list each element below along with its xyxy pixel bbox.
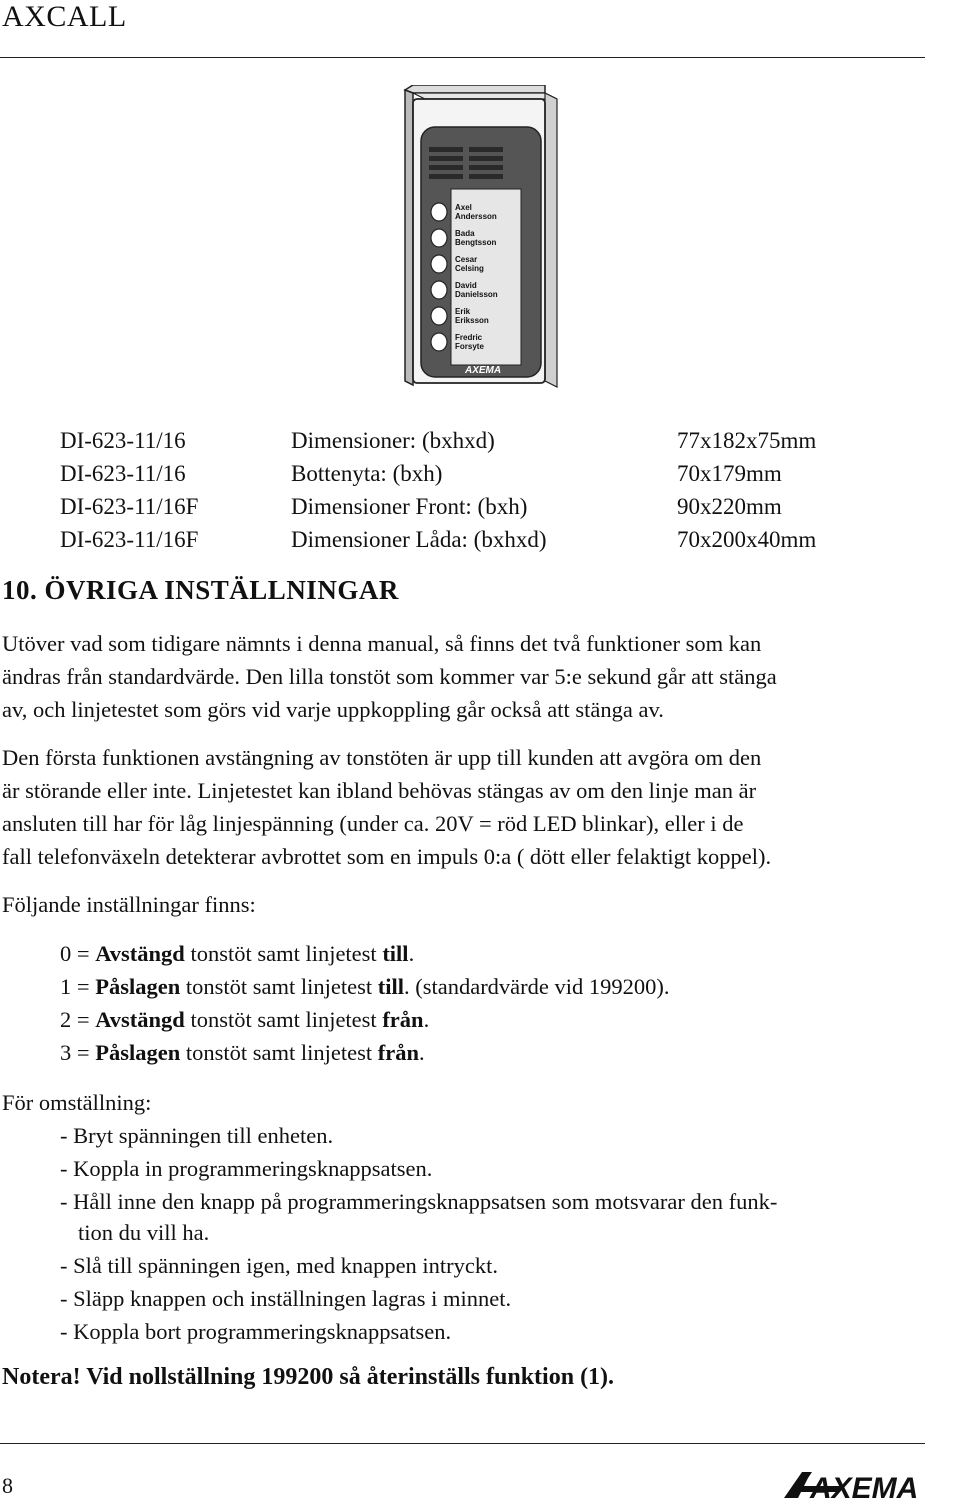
spec-row <box>60 527 940 560</box>
axema-logo <box>782 1468 916 1507</box>
name-line: David <box>455 281 477 290</box>
page-number: 8 <box>2 1473 13 1498</box>
setting-option <box>60 937 414 970</box>
spec-label: Bottenyta: (bxh) <box>291 461 443 486</box>
name-line: Eriksson <box>455 316 489 325</box>
spec-model: DI-623-11/16F <box>60 527 199 552</box>
door-station-illustration <box>395 85 575 400</box>
settings-intro: Följande inställningar finns: <box>2 892 256 917</box>
setting-prefix: 3 = <box>60 1040 96 1065</box>
logo-text: AXEMA <box>810 1472 916 1502</box>
spec-value: 90x220mm <box>677 494 782 519</box>
setting-suffix: . <box>423 1007 430 1032</box>
illustration-brand-logo: AXEMA <box>465 365 502 376</box>
spec-value: 70x200x40mm <box>677 527 817 552</box>
setting-option <box>60 970 670 1003</box>
spec-model: DI-623-11/16F <box>60 494 199 519</box>
name-line: Celsing <box>455 264 484 273</box>
name-line: Bada <box>455 229 475 238</box>
setting-linetest: från <box>382 1007 424 1032</box>
name-line: Danielsson <box>455 290 498 299</box>
procedure-step: - Koppla in programmeringsknappsatsen. <box>60 1156 433 1181</box>
setting-suffix: . <box>408 941 415 966</box>
setting-state: Påslagen <box>95 1040 181 1065</box>
document-header-title: AXCALL <box>2 0 127 33</box>
footer-rule <box>0 1443 925 1444</box>
procedure-step: - Bryt spänningen till enheten. <box>60 1123 334 1148</box>
procedure-step-continuation: tion du vill ha. <box>78 1220 210 1245</box>
door-station-drawing <box>395 85 575 395</box>
setting-option <box>60 1036 425 1069</box>
name-line: Bengtsson <box>455 238 497 247</box>
paragraph-line: ändras från standardvärde. Den lilla tonstöt som kommer var 5:e sekund går att stänga <box>2 664 777 689</box>
axema-logo-mark <box>782 1468 916 1502</box>
procedure-step: - Håll inne den knapp på programmeringsknappsatsen som motsvarar den funk- <box>60 1189 778 1214</box>
name-line: Axel <box>455 203 472 212</box>
setting-text: tonstöt samt linjetest <box>184 941 383 966</box>
name-line: Forsyte <box>455 342 484 351</box>
paragraph-line: ansluten till har för låg linjespänning (under ca. 20V = röd LED blinkar), eller i de <box>2 811 744 836</box>
spec-label: Dimensioner: (bxhxd) <box>291 428 495 453</box>
section-title: 10. ÖVRIGA INSTÄLLNINGAR <box>2 575 399 605</box>
setting-prefix: 0 = <box>60 941 96 966</box>
spec-row <box>60 428 940 461</box>
name-line: Cesar <box>455 255 478 264</box>
setting-prefix: 1 = <box>60 974 96 999</box>
paragraph-line: är störande eller inte. Linjetestet kan ibland behövas stängas av om den linje man är <box>2 778 757 803</box>
name-line: Erik <box>455 307 471 316</box>
procedure-step: - Slå till spänningen igen, med knappen intryckt. <box>60 1253 499 1278</box>
paragraph-line: Den första funktionen avstängning av tonstöten är upp till kunden att avgöra om den <box>2 745 762 770</box>
setting-option <box>60 1003 429 1036</box>
setting-linetest: till <box>377 974 404 999</box>
setting-prefix: 2 = <box>60 1007 96 1032</box>
setting-linetest: från <box>377 1040 419 1065</box>
paragraph-line: av, och linjetestet som görs vid varje uppkoppling går också att stänga av. <box>2 697 664 722</box>
name-line: Andersson <box>455 212 497 221</box>
note-text: Notera! Vid nollställning 199200 så återinställs funktion (1). <box>2 1364 615 1390</box>
setting-suffix: . <box>418 1040 425 1065</box>
setting-text: tonstöt samt linjetest <box>180 1040 378 1065</box>
setting-state: Påslagen <box>95 974 181 999</box>
spec-value: 70x179mm <box>677 461 782 486</box>
procedure-intro: För omställning: <box>2 1090 152 1115</box>
procedure-step: - Släpp knappen och inställningen lagras i minnet. <box>60 1286 512 1311</box>
setting-state: Avstängd <box>95 1007 185 1032</box>
spec-label: Dimensioner Låda: (bxhxd) <box>291 527 547 552</box>
paragraph-intro <box>2 627 942 726</box>
setting-text: tonstöt samt linjetest <box>180 974 378 999</box>
spec-row <box>60 461 940 494</box>
name-line: Fredric <box>455 333 483 342</box>
spec-row <box>60 494 940 527</box>
setting-state: Avstängd <box>95 941 185 966</box>
spec-model: DI-623-11/16 <box>60 461 186 486</box>
spec-label: Dimensioner Front: (bxh) <box>291 494 528 519</box>
paragraph-details <box>2 741 942 873</box>
setting-linetest: till <box>382 941 409 966</box>
setting-text: tonstöt samt linjetest <box>184 1007 383 1032</box>
setting-suffix: . (standardvärde vid 199200). <box>403 974 670 999</box>
spec-model: DI-623-11/16 <box>60 428 186 453</box>
paragraph-line: Utöver vad som tidigare nämnts i denna manual, så finns det två funktioner som kan <box>2 631 762 656</box>
paragraph-line: fall telefonväxeln detekterar avbrottet som en impuls 0:a ( dött eller felaktigt koppel). <box>2 844 772 869</box>
header-rule <box>0 57 925 58</box>
procedure-step: - Koppla bort programmeringsknappsatsen. <box>60 1319 452 1344</box>
spec-value: 77x182x75mm <box>677 428 817 453</box>
